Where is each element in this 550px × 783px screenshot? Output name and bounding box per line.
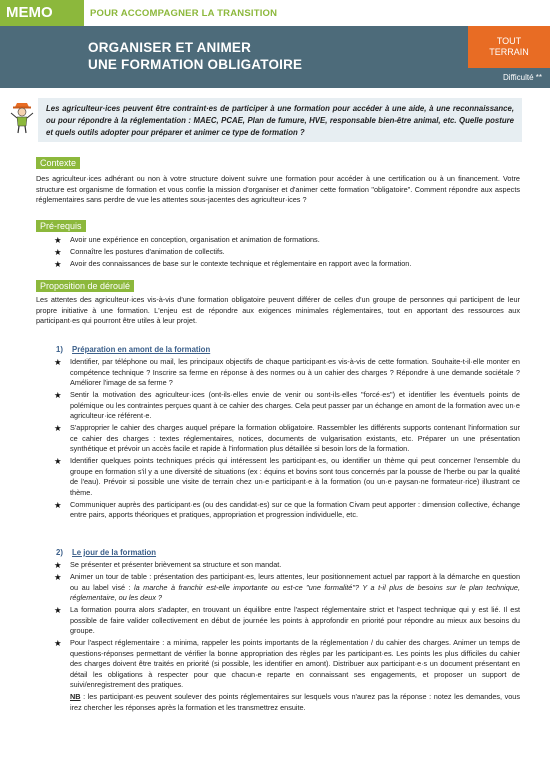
badge-line1: TOUT	[496, 36, 522, 46]
list-item: ★ Animer un tour de table : présentation des participant·es, leurs attentes, leur positionnement actuel par rapport à la démarche en question ou au label visé : la marche à franchir est-elle importante ou est-ce "une formalité"? Y a t-il plus de besoins sur le plan technique, réglementaire, ou les deux ?	[54, 572, 520, 602]
list-item: ★ Avoir des connaissances de base sur le contexte technique et réglementaire en rapport avec la formation.	[54, 259, 412, 269]
star-icon: ★	[54, 235, 62, 245]
tout-terrain-badge	[468, 26, 550, 68]
prerequis-list	[54, 235, 520, 271]
intro-box: Les agriculteur·ices peuvent être contraint·es de participer à une formation pour accéder à une aide, à une reconnaissance, ou pour répondre à la réglementation : MAEC, PCAE, Plan de fumure, HVE, responsable bien-être animal, etc. Quelle posture et quels outils adopter pour préparer et animer ce type de formation ?	[38, 98, 522, 142]
list-item: ★ Identifier quelques points techniques précis qui intéressent les participant·es, ou identifier un thème qui peut concerner l'ensemble du groupe en formation s'il y a une diversité de situations (ex : équins et bovins sont tous concernés par la pousse de l'herbe ou par la qualité de l'eau). Prévoir si possible une visite de terrain chez un·e participant·e à la formation (ou un·e paysan·ne formateur·rice) illustrant ce thème.	[54, 456, 520, 497]
page-title-line2: UNE FORMATION OBLIGATOIRE	[88, 57, 303, 72]
title-banner	[0, 26, 468, 88]
step2-list	[54, 560, 520, 715]
star-icon: ★	[54, 423, 62, 433]
page-title-line1: ORGANISER ET ANIMER	[88, 40, 252, 55]
list-item: ★ Connaître les postures d'animation de collectifs.	[54, 247, 225, 257]
star-icon: ★	[54, 560, 62, 570]
list-item	[54, 692, 520, 713]
contexte-text: Des agriculteur·ices adhérant ou non à votre structure doivent suivre une formation pour accéder à une certification ou à un financement. Votre structure est organisme de formation et vous confie la mission d'organiser et d'animer cette formation "obligatoire". Comment répondre aux aspects réglementaires sans perdre de vue les attentes sous-jacentes des agriculteur·ices ?	[36, 174, 520, 204]
star-icon: ★	[54, 259, 62, 269]
star-icon: ★	[54, 572, 62, 582]
header-subtitle: POUR ACCOMPAGNER LA TRANSITION	[90, 8, 278, 19]
list-item: ★ S'approprier le cahier des charges auquel prépare la formation obligatoire. Rassembler les différents supports contenant l'information sur ce cahier des charges : textes réglementaires, notices, documents de vulgarisation existants, etc. Préparer un une présentation synthétique et prévoir un accès facile et rapide à l'information plus détaillée si besoin lors de la formation.	[54, 423, 520, 453]
step1-list	[54, 357, 520, 522]
step1-number: 1)	[56, 345, 63, 354]
step2-number: 2)	[56, 548, 63, 557]
list-item: ★ Se présenter et présenter brièvement sa structure et son mandat.	[54, 560, 282, 570]
section-heading-prerequis: Pré-requis	[36, 220, 86, 232]
star-icon: ★	[54, 357, 62, 367]
step2-heading	[56, 548, 156, 557]
star-icon: ★	[54, 247, 62, 257]
farmer-mascot-icon	[8, 100, 36, 134]
list-item: ★ Communiquer auprès des participant·es (ou des candidat·es) sur ce que la formation Civam peut apporter : dimension collective, échange entre pairs, apports théoriques et pratiques, appropriation et progression individuelle, etc.	[54, 499, 520, 519]
step1-title: Préparation en amont de la formation	[72, 345, 211, 354]
badge-line2: TERRAIN	[489, 47, 529, 57]
nb-text: : les participant·es peuvent soulever des points réglementaires sur lesquels vous n'aurez pas la réponse : notez les demandes, vous irez chercher les réponses après la formation et les transmettrez ensuite.	[70, 692, 520, 712]
star-icon: ★	[54, 456, 62, 466]
star-icon: ★	[54, 605, 62, 615]
star-icon: ★	[54, 499, 62, 510]
list-item: ★ Sentir la motivation des agriculteur·ices (ont-ils·elles envie de venir ou sont-ils·elles "forcé·es") et identifier les éventuels points de polémique ou les contraintes perçues quant à ce cahier des charges. Cela peut passer par un échange en amont de la formation avec un·e agriculteur·ice référent·e.	[54, 390, 520, 420]
list-item: ★ Avoir une expérience en conception, organisation et animation de formations.	[54, 235, 320, 245]
difficulty-label: Difficulté **	[468, 68, 550, 88]
nb-label: NB	[70, 692, 81, 701]
subtitle-strip	[84, 0, 468, 26]
section-heading-contexte: Contexte	[36, 157, 80, 169]
star-icon: ★	[54, 390, 62, 400]
memo-label: MEMO	[0, 0, 84, 26]
list-item: ★ La formation pourra alors s'adapter, en trouvant un équilibre entre l'aspect réglementaire strict et l'aspect technique qui y est lié. Il est possible de faire valider collectivement en début de journée les points à approfondir en priorité pour répondre au mieux aux besoins du groupe.	[54, 605, 520, 635]
list-item: ★ Identifier, par téléphone ou mail, les principaux objectifs de chaque participant·es vis-à-vis de cette formation. Souhaite-t-il·elle monter en compétence technique ? Inscrire sa ferme en réponse à des normes ou à un cahier des charges ? Répondre à une demande sociétale ? Améliorer l'image de sa ferme ?	[54, 357, 520, 387]
section-heading-deroule: Proposition de déroulé	[36, 280, 134, 292]
step1-heading	[56, 345, 210, 354]
step2-title: Le jour de la formation	[72, 548, 157, 557]
star-icon: ★	[54, 638, 62, 648]
deroule-text: Les attentes des agriculteur·ices vis-à-vis d'une formation obligatoire peuvent différer de celles d'un groupe de personnes qui participent de leur propre initiative à une formation. L'enjeu est de répondre aux exigences minimales réglementaires, tout en apportant des ressources aux participant·es qui pourront être utiles à leur projet.	[36, 295, 520, 325]
list-item: ★ Pour l'aspect réglementaire : a minima, rappeler les points importants de la réglementation / du cahier des charges. Animer un temps de questions-réponses permettant de vérifier la bonne appropriation des règles par les participant·es. Les points les plus difficiles du cahier des charges doivent être traités en priorité (si possible, les identifier en amont). Distribuer aux participant·e·s un document présentant en détail les obligations à respecter pour que chacun·e reparte en connaissant ses engagements, et proposer un support de suivi/enregistrement des pratiques.	[54, 638, 520, 689]
